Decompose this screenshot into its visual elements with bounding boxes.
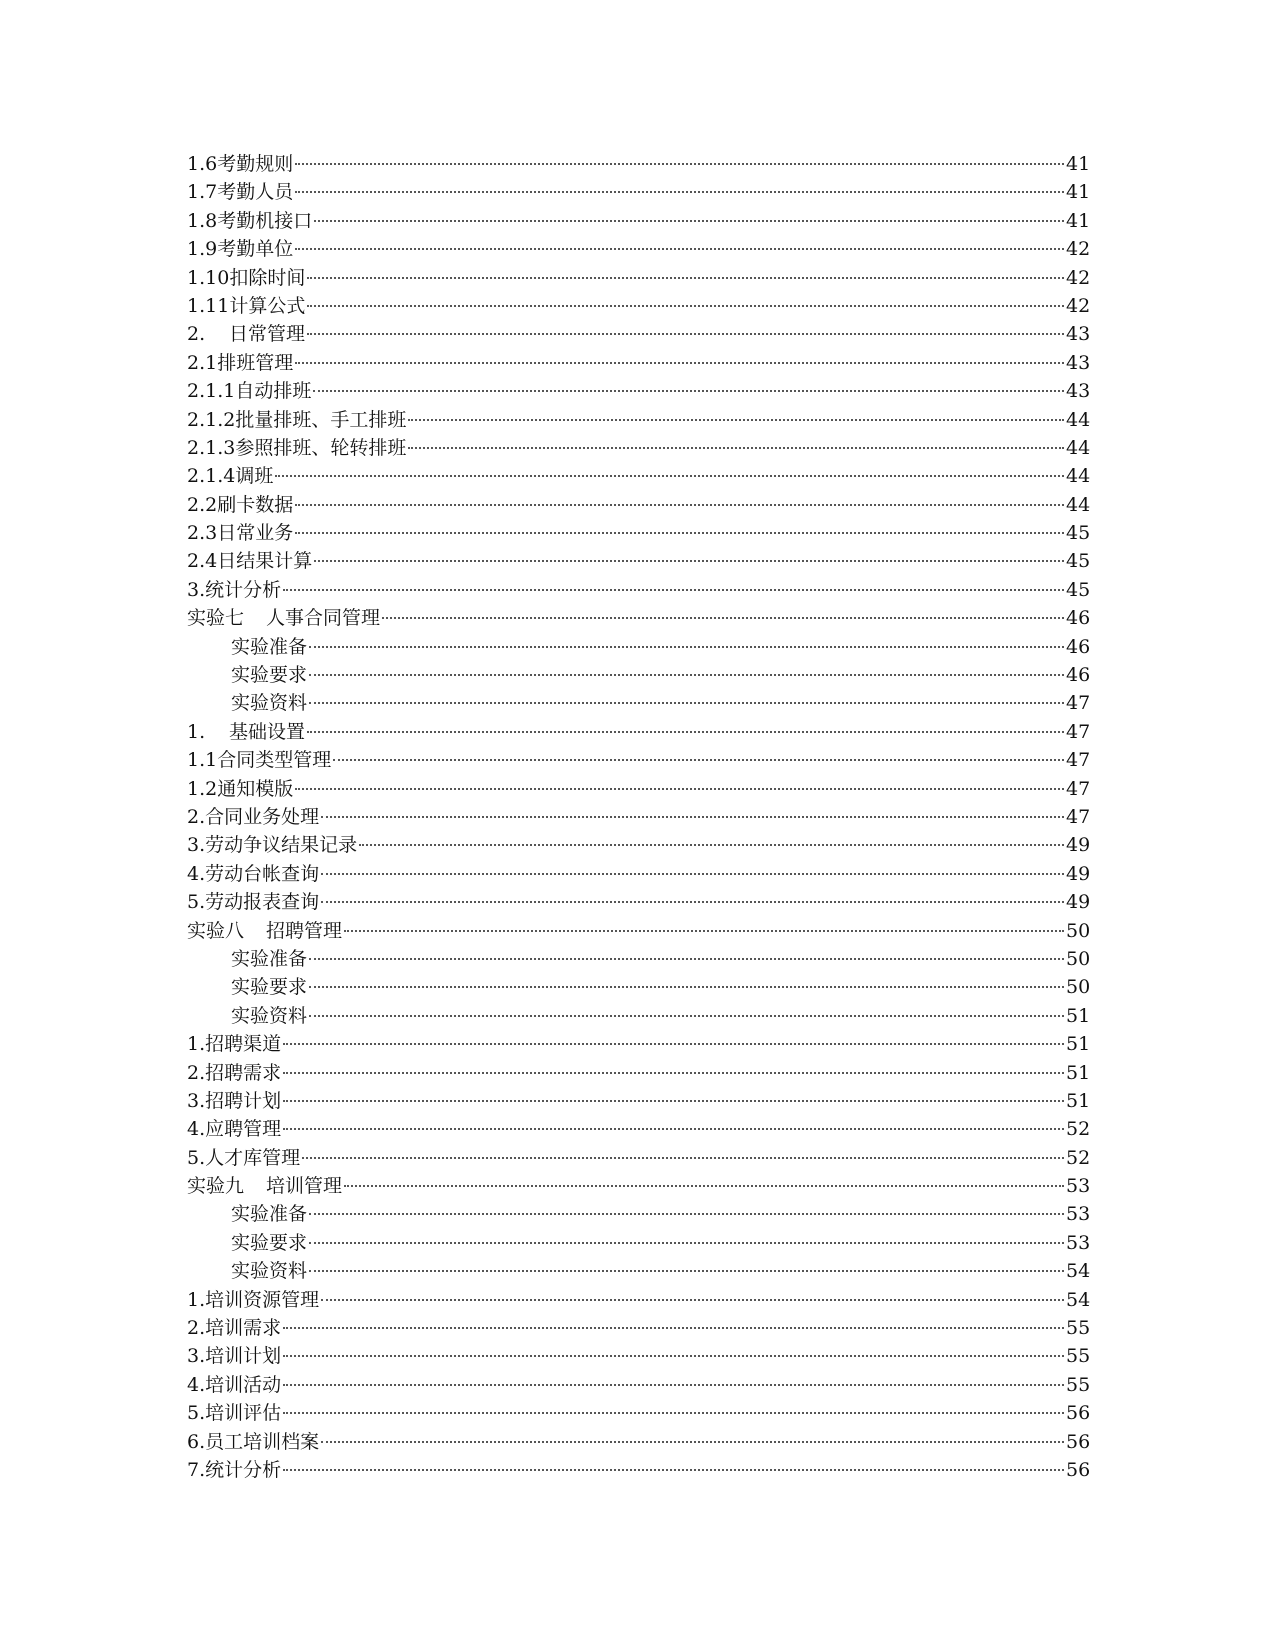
toc-entry-title: 批量排班、手工排班	[235, 408, 407, 431]
toc-entry-page-number: 55	[1066, 1345, 1091, 1368]
toc-entry[interactable]	[187, 576, 1090, 604]
toc-entry-title: 人事合同管理	[266, 607, 381, 630]
toc-entry[interactable]	[187, 434, 1090, 462]
toc-entry[interactable]	[187, 292, 1090, 320]
toc-entry[interactable]	[187, 1200, 1090, 1228]
toc-entry[interactable]	[187, 1399, 1090, 1427]
toc-dot-leader	[283, 1355, 1064, 1357]
toc-dot-leader	[309, 1242, 1064, 1244]
toc-entry-page-number: 46	[1066, 664, 1091, 687]
toc-dot-leader	[314, 560, 1064, 562]
toc-entry-number: 2.1	[187, 351, 218, 374]
toc-entry-title: 考勤机接口	[217, 209, 313, 232]
toc-dot-leader	[344, 930, 1064, 932]
toc-entry-title: 实验资料	[231, 1004, 308, 1027]
toc-entry-number: 3.	[187, 834, 206, 857]
toc-entry-page-number: 56	[1066, 1430, 1091, 1453]
toc-entry[interactable]	[187, 1115, 1090, 1143]
toc-entry[interactable]	[187, 377, 1090, 405]
toc-entry-title: 刷卡数据	[217, 493, 294, 516]
toc-entry-page-number: 55	[1066, 1373, 1091, 1396]
toc-entry[interactable]	[187, 973, 1090, 1001]
toc-entry[interactable]	[187, 349, 1090, 377]
toc-entry-title: 劳动台帐查询	[205, 862, 320, 885]
toc-entry[interactable]	[187, 235, 1090, 263]
toc-entry-title: 培训资源管理	[205, 1288, 320, 1311]
toc-dot-leader	[309, 702, 1064, 704]
toc-entry-page-number: 46	[1066, 635, 1091, 658]
toc-entry-page-number: 50	[1066, 976, 1091, 999]
toc-entry-page-number: 41	[1066, 209, 1091, 232]
toc-entry-title: 日常业务	[217, 522, 294, 545]
toc-entry-number: 1.	[187, 1288, 206, 1311]
toc-entry-number: 5.	[187, 1402, 206, 1425]
toc-entry[interactable]	[187, 1087, 1090, 1115]
toc-entry-number: 1.6	[187, 153, 218, 175]
toc-entry[interactable]	[187, 831, 1090, 859]
toc-entry-page-number: 55	[1066, 1317, 1091, 1340]
toc-entry-title: 计算公式	[229, 294, 306, 317]
toc-dot-leader	[408, 447, 1064, 449]
toc-dot-leader	[283, 1043, 1064, 1045]
toc-entry-number: 3.	[187, 1089, 206, 1112]
toc-entry-title: 实验要求	[231, 664, 308, 687]
toc-dot-leader	[283, 1384, 1064, 1386]
toc-dot-leader	[295, 504, 1064, 506]
toc-entry[interactable]	[187, 1059, 1090, 1087]
toc-entry-title: 调班	[235, 465, 274, 488]
toc-entry-number: 1.11	[187, 294, 230, 317]
toc-entry-number: 6.	[187, 1430, 206, 1453]
toc-entry[interactable]	[187, 462, 1090, 490]
toc-entry[interactable]	[187, 1002, 1090, 1030]
toc-entry-title: 排班管理	[217, 351, 294, 374]
toc-dot-leader	[321, 1441, 1064, 1443]
toc-dot-leader	[283, 1327, 1064, 1329]
toc-entry-page-number: 44	[1066, 436, 1091, 459]
toc-entry-page-number: 43	[1066, 323, 1091, 346]
toc-entry-number: 3.	[187, 1345, 206, 1368]
toc-entry-number: 1.10	[187, 266, 230, 289]
toc-page	[187, 150, 1090, 1484]
toc-dot-leader	[309, 1015, 1064, 1017]
toc-dot-leader	[295, 248, 1064, 250]
toc-dot-leader	[283, 1100, 1064, 1102]
toc-entry-page-number: 44	[1066, 465, 1091, 488]
toc-entry-title: 培训评估	[205, 1402, 282, 1425]
toc-dot-leader	[283, 589, 1064, 591]
toc-entry-page-number: 52	[1066, 1118, 1091, 1141]
toc-entry-title: 实验资料	[231, 692, 308, 715]
toc-entry-number: 1.	[187, 1033, 206, 1056]
toc-entry[interactable]	[187, 604, 1090, 632]
toc-entry-number: 7.	[187, 1458, 206, 1481]
toc-entry[interactable]	[187, 689, 1090, 717]
toc-entry-number: 4.	[187, 862, 206, 885]
toc-entry-number: 2.1.2	[187, 408, 236, 431]
toc-entry-number: 3.	[187, 578, 206, 601]
toc-entry-page-number: 45	[1066, 522, 1091, 545]
toc-entry-page-number: 50	[1066, 919, 1091, 942]
toc-entry-title: 人才库管理	[205, 1146, 301, 1169]
toc-entry-title: 日常管理	[229, 323, 306, 346]
toc-entry[interactable]	[187, 264, 1090, 292]
toc-dot-leader	[307, 731, 1064, 733]
toc-dot-leader	[309, 1213, 1064, 1215]
toc-entry-number: 2.1.4	[187, 465, 236, 488]
toc-entry-title: 招聘需求	[205, 1061, 282, 1084]
toc-entry-page-number: 46	[1066, 607, 1091, 630]
toc-entry-title: 招聘渠道	[205, 1033, 282, 1056]
toc-entry[interactable]	[187, 860, 1090, 888]
toc-entry-page-number: 44	[1066, 493, 1091, 516]
toc-dot-leader	[321, 816, 1064, 818]
toc-entry[interactable]	[187, 718, 1090, 746]
toc-dot-leader	[309, 646, 1064, 648]
toc-entry-title: 招聘计划	[205, 1089, 282, 1112]
toc-entry[interactable]	[187, 1314, 1090, 1342]
toc-entry-page-number: 45	[1066, 550, 1091, 573]
toc-dot-leader	[295, 163, 1064, 165]
toc-dot-leader	[314, 220, 1064, 222]
toc-entry[interactable]	[187, 406, 1090, 434]
toc-entry-page-number: 41	[1066, 153, 1091, 175]
toc-entry[interactable]	[187, 1342, 1090, 1370]
toc-entry-title: 统计分析	[205, 1458, 282, 1481]
toc-entry-page-number: 51	[1066, 1004, 1091, 1027]
toc-entry-title: 培训活动	[205, 1373, 282, 1396]
toc-dot-leader	[359, 844, 1064, 846]
toc-entry[interactable]	[187, 775, 1090, 803]
toc-dot-leader	[321, 1299, 1064, 1301]
toc-entry-title: 合同业务处理	[205, 805, 320, 828]
toc-entry-page-number: 43	[1066, 351, 1091, 374]
toc-entry-title: 培训管理	[266, 1175, 343, 1198]
toc-dot-leader	[333, 759, 1064, 761]
toc-entry[interactable]	[187, 803, 1090, 831]
toc-entry[interactable]	[187, 1172, 1090, 1200]
toc-entry-title: 招聘管理	[266, 919, 343, 942]
toc-entry[interactable]	[187, 207, 1090, 235]
toc-dot-leader	[309, 958, 1064, 960]
toc-entry-number: 1.2	[187, 777, 218, 800]
toc-entry-page-number: 53	[1066, 1203, 1091, 1226]
toc-entry-title: 实验准备	[231, 1203, 308, 1226]
toc-entry-page-number: 42	[1066, 238, 1091, 261]
toc-entry-number: 2.3	[187, 522, 218, 545]
toc-entry-number: 2.	[187, 1317, 206, 1340]
toc-entry[interactable]	[187, 547, 1090, 575]
toc-entry-title: 实验准备	[231, 947, 308, 970]
toc-entry-page-number: 56	[1066, 1402, 1091, 1425]
toc-dot-leader	[382, 617, 1064, 619]
toc-entry-page-number: 50	[1066, 947, 1091, 970]
toc-entry-page-number: 51	[1066, 1089, 1091, 1112]
toc-entry-title: 参照排班、轮转排班	[235, 436, 407, 459]
toc-entry[interactable]	[187, 633, 1090, 661]
toc-entry[interactable]	[187, 1144, 1090, 1172]
toc-entry[interactable]	[187, 1257, 1090, 1285]
toc-dot-leader	[307, 305, 1064, 307]
toc-entry-page-number: 41	[1066, 181, 1091, 204]
toc-entry[interactable]	[187, 1229, 1090, 1257]
toc-entry-page-number: 47	[1066, 777, 1091, 800]
toc-dot-leader	[295, 788, 1064, 790]
toc-entry[interactable]	[187, 746, 1090, 774]
toc-dot-leader	[283, 1412, 1064, 1414]
toc-dot-leader	[321, 873, 1064, 875]
toc-entry[interactable]	[187, 320, 1090, 348]
toc-dot-leader	[275, 475, 1064, 477]
toc-entry-title: 扣除时间	[229, 266, 306, 289]
toc-entry[interactable]	[187, 150, 1090, 178]
toc-entry-title: 应聘管理	[205, 1118, 282, 1141]
toc-entry-title: 考勤人员	[217, 181, 294, 204]
toc-entry-title: 日结果计算	[217, 550, 313, 573]
toc-entry-number: 2.	[187, 805, 206, 828]
toc-entry-page-number: 47	[1066, 692, 1091, 715]
toc-dot-leader	[283, 1072, 1064, 1074]
toc-entry[interactable]	[187, 888, 1090, 916]
toc-entry-title: 合同类型管理	[217, 749, 332, 772]
toc-entry-title: 考勤单位	[217, 238, 294, 261]
toc-entry-page-number: 47	[1066, 805, 1091, 828]
toc-entry-number: 4.	[187, 1373, 206, 1396]
toc-entry-page-number: 53	[1066, 1231, 1091, 1254]
toc-entry-number: 1.8	[187, 209, 218, 232]
toc-entry-page-number: 51	[1066, 1033, 1091, 1056]
toc-entry[interactable]	[187, 519, 1090, 547]
toc-entry-number: 2.2	[187, 493, 218, 516]
toc-dot-leader	[295, 362, 1064, 364]
toc-entry[interactable]	[187, 178, 1090, 206]
toc-entry[interactable]	[187, 661, 1090, 689]
toc-dot-leader	[295, 191, 1064, 193]
toc-entry-title: 考勤规则	[217, 153, 294, 175]
toc-entry-number: 2.	[187, 1061, 206, 1084]
toc-entry-page-number: 47	[1066, 720, 1091, 743]
toc-entry-title: 基础设置	[229, 720, 306, 743]
toc-entry[interactable]	[187, 917, 1090, 945]
toc-dot-leader	[344, 1185, 1064, 1187]
toc-entry-page-number: 56	[1066, 1458, 1091, 1481]
toc-entry-number: 实验九	[187, 1175, 245, 1198]
toc-entry-page-number: 51	[1066, 1061, 1091, 1084]
toc-dot-leader	[307, 277, 1064, 279]
toc-entry-title: 培训计划	[205, 1345, 282, 1368]
toc-entry-page-number: 54	[1066, 1260, 1091, 1283]
toc-entry-number: 4.	[187, 1118, 206, 1141]
toc-entry-title: 员工培训档案	[205, 1430, 320, 1453]
toc-dot-leader	[283, 1469, 1064, 1471]
toc-entry[interactable]	[187, 1428, 1090, 1456]
toc-entry-page-number: 53	[1066, 1175, 1091, 1198]
toc-entry-page-number: 42	[1066, 294, 1091, 317]
toc-entry-number: 5.	[187, 1146, 206, 1169]
toc-entry-page-number: 52	[1066, 1146, 1091, 1169]
toc-entry-number: 2.1.3	[187, 436, 236, 459]
toc-entry-number: 2.1.1	[187, 380, 236, 403]
toc-dot-leader	[307, 333, 1064, 335]
toc-entry-page-number: 44	[1066, 408, 1091, 431]
toc-entry-page-number: 49	[1066, 834, 1091, 857]
toc-entry-title: 实验要求	[231, 1231, 308, 1254]
toc-entry-page-number: 45	[1066, 578, 1091, 601]
toc-entry-title: 实验准备	[231, 635, 308, 658]
toc-dot-leader	[313, 390, 1064, 392]
toc-entry-page-number: 42	[1066, 266, 1091, 289]
toc-entry[interactable]	[187, 1456, 1090, 1484]
toc-dot-leader	[295, 532, 1064, 534]
toc-entry-title: 统计分析	[205, 578, 282, 601]
toc-entry-title: 自动排班	[235, 380, 312, 403]
toc-entry-title: 劳动争议结果记录	[205, 834, 358, 857]
toc-entry-number: 5.	[187, 891, 206, 914]
toc-entry[interactable]	[187, 945, 1090, 973]
toc-dot-leader	[309, 986, 1064, 988]
toc-entry-number: 2.4	[187, 550, 218, 573]
toc-entry-number: 1.1	[187, 749, 218, 772]
toc-entry-page-number: 54	[1066, 1288, 1091, 1311]
toc-entry-title: 劳动报表查询	[205, 891, 320, 914]
toc-entry[interactable]	[187, 1371, 1090, 1399]
toc-entry[interactable]	[187, 1286, 1090, 1314]
toc-dot-leader	[309, 674, 1064, 676]
toc-entry-title: 实验资料	[231, 1260, 308, 1283]
toc-entry-title: 培训需求	[205, 1317, 282, 1340]
toc-dot-leader	[302, 1157, 1064, 1159]
toc-entry-number: 2.	[187, 323, 206, 346]
toc-entry-title: 实验要求	[231, 976, 308, 999]
toc-entry[interactable]	[187, 491, 1090, 519]
toc-entry-title: 通知模版	[217, 777, 294, 800]
table-of-contents	[187, 150, 1090, 1484]
toc-entry[interactable]	[187, 1030, 1090, 1058]
toc-entry-number: 1.7	[187, 181, 218, 204]
toc-entry-number: 1.9	[187, 238, 218, 261]
toc-entry-page-number: 49	[1066, 862, 1091, 885]
toc-entry-number: 实验七	[187, 607, 245, 630]
toc-entry-page-number: 47	[1066, 749, 1091, 772]
toc-entry-page-number: 49	[1066, 891, 1091, 914]
toc-dot-leader	[321, 901, 1064, 903]
toc-dot-leader	[309, 1270, 1064, 1272]
toc-dot-leader	[408, 419, 1064, 421]
toc-dot-leader	[283, 1128, 1064, 1130]
toc-entry-number: 1.	[187, 720, 206, 743]
toc-entry-number: 实验八	[187, 919, 245, 942]
toc-entry-page-number: 43	[1066, 380, 1091, 403]
